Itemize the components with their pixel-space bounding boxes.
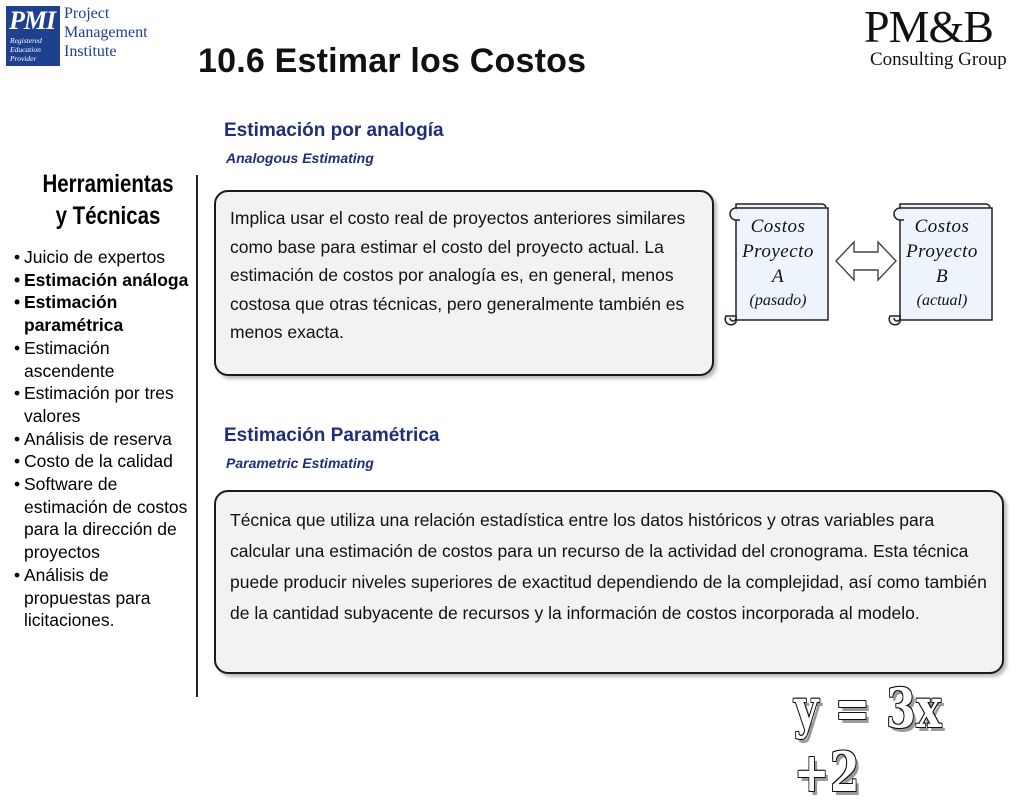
page-title: 10.6 Estimar los Costos: [198, 42, 587, 80]
scroll-a-line-1: Costos: [750, 216, 806, 237]
scroll-a-note: (pasado): [749, 292, 807, 309]
pmi-mark-small-1: Registered: [10, 36, 42, 45]
formula-text: y = 3x +2: [794, 676, 943, 804]
pmi-logo: [4, 2, 152, 68]
tools-heading-line-1: Herramientas: [42, 170, 174, 198]
parametric-description-box: [214, 490, 1004, 674]
scroll-a-line-3: A: [771, 266, 785, 287]
pmi-name-line-1: Project: [64, 5, 110, 22]
scroll-project-b: [886, 198, 994, 322]
pmi-name: [64, 4, 148, 61]
parametric-description: Técnica que utiliza una relación estadística entre los datos históricos y otras variables para calcular una estimación de costos para un recurso de la actividad del cronograma. Esta técnica puede producir niveles superiores de exactitud dependiendo de la complejidad, así como también de la cantidad subyacente de recursos y la información de costos incorporada al modelo.: [230, 510, 987, 623]
tools-list: [14, 246, 194, 632]
scroll-b-line-1: Costos: [914, 216, 970, 237]
pmi-mark-small-2: Education: [10, 45, 41, 54]
scroll-b-line-2: Proyecto: [906, 241, 978, 262]
tool-item-juicio: • Juicio de expertos: [14, 246, 194, 269]
pmb-logo-main: PM&B: [864, 1, 993, 52]
tool-item-parametrica: • Estimación paramétrica: [14, 291, 194, 336]
tool-item-analoga: • Estimación análoga: [14, 269, 194, 292]
pmi-mark-text: PMI: [9, 6, 56, 35]
tool-item-propuestas: • Análisis de propuestas para licitaciones.: [14, 564, 194, 632]
pmb-logo: [864, 1, 1020, 74]
scroll-a-line-2: Proyecto: [742, 241, 814, 262]
scroll-b-line-3: B: [935, 266, 949, 287]
tool-item-reserva: • Análisis de reserva: [14, 428, 194, 451]
tool-item-ascendente: • Estimación ascendente: [14, 337, 194, 382]
pmi-name-line-2: Management: [64, 24, 148, 41]
pmi-mark-small-3: Provider: [10, 54, 37, 63]
analogy-title: Estimación por analogía: [224, 120, 444, 141]
scroll-a-text: [732, 214, 824, 313]
parametric-subtitle: Parametric Estimating: [226, 455, 374, 471]
scroll-project-a: [722, 198, 830, 322]
tools-heading: [36, 168, 180, 232]
pmi-name-line-3: Institute: [64, 43, 117, 60]
tool-item-tres-valores: • Estimación por tres valores: [14, 382, 194, 427]
pmi-mark: [6, 6, 60, 66]
parametric-title: Estimación Paramétrica: [224, 425, 440, 446]
analogy-description-box: [214, 190, 714, 376]
tools-heading-line-2: y Técnicas: [55, 202, 161, 230]
pmb-logo-sub: Consulting Group: [870, 49, 1007, 70]
analogy-subtitle: Analogous Estimating: [226, 150, 374, 166]
tool-item-calidad: • Costo de la calidad: [14, 450, 194, 473]
column-divider: [196, 175, 198, 697]
tool-item-software: • Software de estimación de costos para la dirección de proyectos: [14, 473, 194, 564]
scroll-b-text: [896, 214, 988, 313]
analogy-description: Implica usar el costo real de proyectos anteriores similares como base para estimar el costo del proyecto actual. La estimación de costos por analogía es, en general, menos costosa que otras técnicas, pero generalmente también es menos exacta.: [230, 208, 686, 343]
scroll-b-note: (actual): [916, 292, 968, 309]
